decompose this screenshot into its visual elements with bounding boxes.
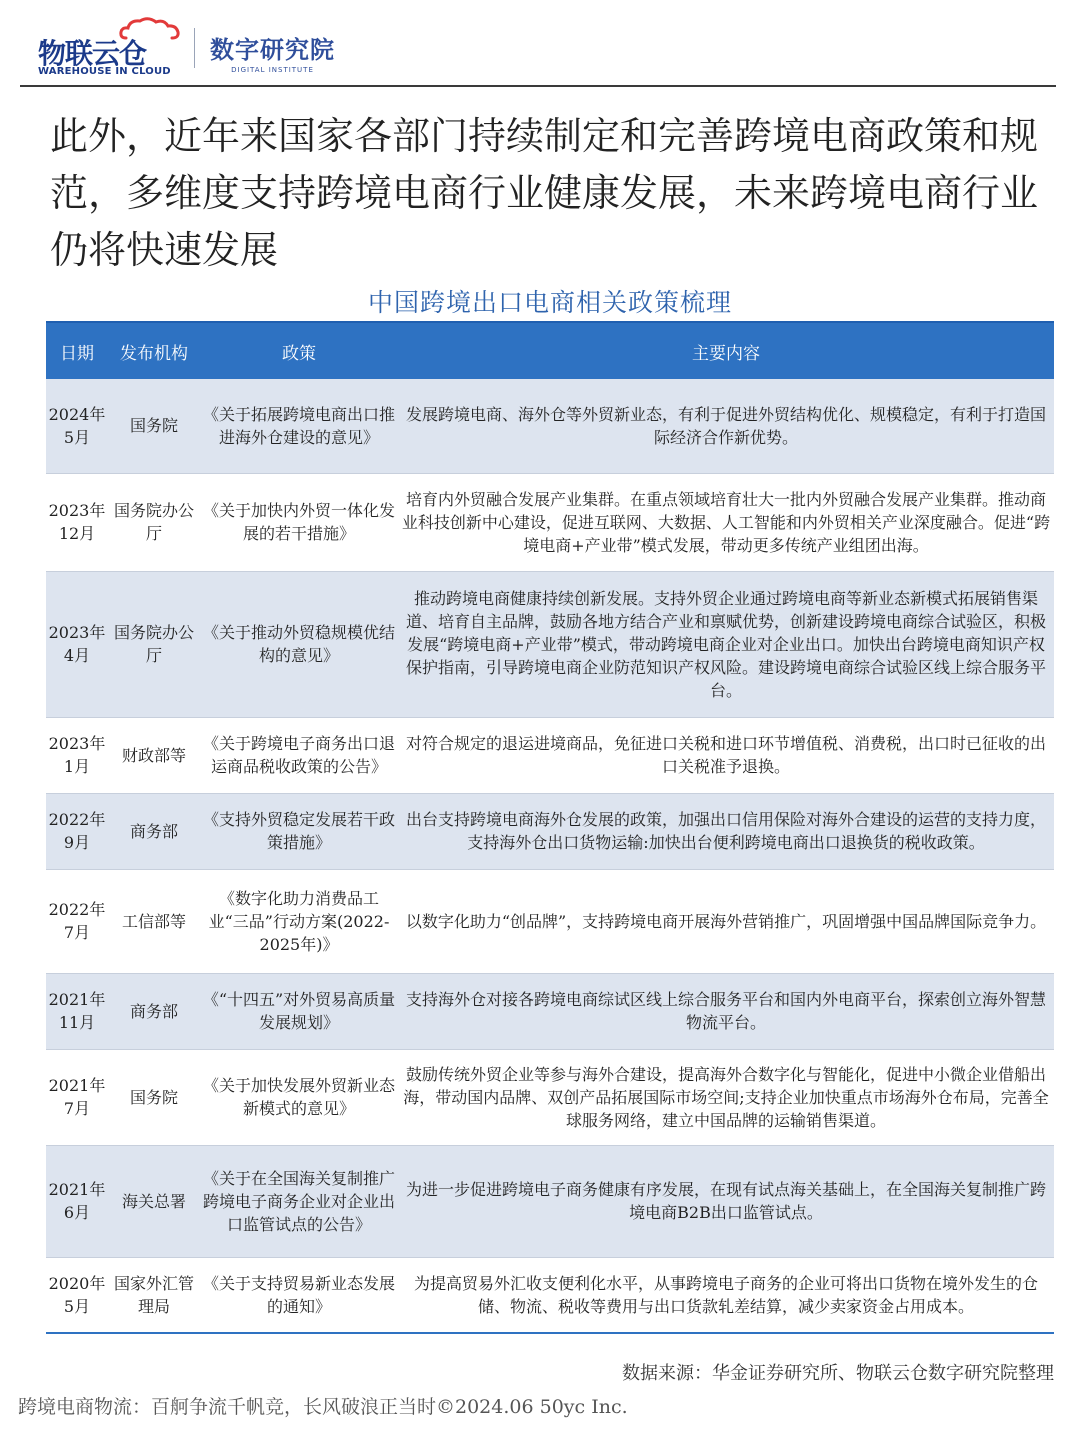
table-row [46, 1145, 1054, 1257]
row-date: 2021年7月 [46, 1049, 108, 1145]
row-date: 2022年7月 [46, 869, 108, 973]
table-row [46, 869, 1054, 973]
row-agency: 国务院 [108, 1049, 200, 1145]
row-content: 培育内外贸融合发展产业集群。在重点领域培育壮大一批内外贸融合发展产业集群。推动商业科技创新中心建设，促进互联网、大数据、人工智能和内外贸相关产业深度融合。促进“跨境电商+产业带”模式发展，带动更多传统产业组团出海。 [398, 473, 1054, 571]
row-agency: 国务院办公厅 [108, 473, 200, 571]
row-content: 出台支持跨境电商海外仓发展的政策，加强出口信用保险对海外合建设的运营的支持力度，支持海外仓出口货物运输:加快出台便利跨境电商出口退换货的税收政策。 [398, 793, 1054, 869]
column-header-date: 日期 [46, 322, 108, 379]
row-agency: 工信部等 [108, 869, 200, 973]
page-headline: 此外，近年来国家各部门持续制定和完善跨境电商政策和规范，多维度支持跨境电商行业健康发展，未来跨境电商行业仍将快速发展 [50, 114, 1039, 272]
row-content: 推动跨境电商健康持续创新发展。支持外贸企业通过跨境电商等新业态新模式拓展销售渠道、培育自主品牌，鼓励各地方结合产业和禀赋优势，创新建设跨境电商综合试验区，积极发展“跨境电商+产业带”模式，带动跨境电商企业对企业出口。加快出台跨境电商知识产权保护指南，引导跨境电商企业防范知识产权风险。建设跨境电商综合试验区线上综合服务平台。 [398, 571, 1054, 717]
row-date: 2022年9月 [46, 793, 108, 869]
row-content: 鼓励传统外贸企业等参与海外合建设，提高海外合数字化与智能化，促进中小微企业借船出海，带动国内品牌、双创产品拓展国际市场空间;支持企业加快重点市场海外仓布局，完善全球服务网络，建立中国品牌的运输销售渠道。 [398, 1049, 1054, 1145]
column-header-content: 主要内容 [398, 322, 1054, 379]
table-title: 中国跨境出口电商相关政策梳理 [367, 288, 732, 317]
policy-table [46, 321, 1054, 1334]
row-date: 2020年5月 [46, 1257, 108, 1333]
row-policy: 《“十四五”对外贸易高质量发展规划》 [200, 973, 398, 1049]
row-content: 支持海外仓对接各跨境电商综试区线上综合服务平台和国内外电商平台，探索创立海外智慧物流平台。 [398, 973, 1054, 1049]
header [0, 0, 1080, 90]
wic-logo[interactable] [38, 22, 188, 82]
row-policy: 《关于跨境电子商务出口退运商品税收政策的公告》 [200, 717, 398, 793]
row-date: 2021年11月 [46, 973, 108, 1049]
institute-subtitle: DIGITAL INSTITUTE [231, 66, 314, 74]
row-policy: 《关于加快发展外贸新业态新模式的意见》 [200, 1049, 398, 1145]
row-policy: 《数字化助力消费品工业“三品”行动方案(2022-2025年)》 [200, 869, 398, 973]
row-policy: 《关于在全国海关复制推广跨境电子商务企业对企业出 口监管试点的公告》 [200, 1145, 398, 1257]
row-policy: 《关于推动外贸稳规模优结构的意见》 [200, 571, 398, 717]
row-agency: 财政部等 [108, 717, 200, 793]
logo-text: 物联云仓 [38, 37, 147, 70]
table-row [46, 379, 1054, 473]
row-agency: 海关总署 [108, 1145, 200, 1257]
row-agency: 国务院办公厅 [108, 571, 200, 717]
header-divider [20, 85, 1056, 87]
row-policy: 《关于拓展跨境电商出口推进海外仓建设的意见》 [200, 379, 398, 473]
logo-subtext: WAREHOUSE IN CLOUD [38, 66, 171, 77]
row-date: 2023年1月 [46, 717, 108, 793]
table-row [46, 973, 1054, 1049]
table-row [46, 793, 1054, 869]
row-content: 为进一步促进跨境电子商务健康有序发展，在现有试点海关基础上，在全国海关复制推广跨境电商B2B出口监管试点。 [398, 1145, 1054, 1257]
table-header-row [46, 322, 1054, 379]
row-content: 以数字化助力“创品牌”，支持跨境电商开展海外营销推广，巩固增强中国品牌国际竞争力。 [398, 869, 1054, 973]
row-date: 2023年4月 [46, 571, 108, 717]
table-row [46, 473, 1054, 571]
row-policy: 《关于支持贸易新业态发展的通知》 [200, 1257, 398, 1333]
column-header-agency: 发布机构 [108, 322, 200, 379]
row-content: 发展跨境电商、海外仓等外贸新业态，有利于促进外贸结构优化、规模稳定，有利于打造国际经济合作新优势。 [398, 379, 1054, 473]
logo-divider [194, 28, 195, 68]
row-date: 2023年12月 [46, 473, 108, 571]
row-content: 对符合规定的退运进境商品，免征进口关税和进口环节增值税、消费税，出口时已征收的出口关税准予退换。 [398, 717, 1054, 793]
table-row [46, 1049, 1054, 1145]
row-date: 2024年5月 [46, 379, 108, 473]
row-date: 2021年6月 [46, 1145, 108, 1257]
table-row [46, 717, 1054, 793]
row-content: 为提高贸易外汇收支便利化水平，从事跨境电子商务的企业可将出口货物在境外发生的仓储、物流、税收等费用与出口货款轧差结算，减少卖家资金占用成本。 [398, 1257, 1054, 1333]
column-header-policy: 政策 [200, 322, 398, 379]
row-agency: 商务部 [108, 973, 200, 1049]
data-source-note: 数据来源：华金证券研究所、物联云仓数字研究院整理 [622, 1363, 1054, 1384]
row-policy: 《支持外贸稳定发展若干政策措施》 [200, 793, 398, 869]
footer-text: 跨境电商物流：百舸争流千帆竞，长风破浪正当时©2024.06 50yc Inc. [18, 1396, 628, 1418]
table-row [46, 1257, 1054, 1333]
institute-name: 数字研究院 [210, 36, 335, 64]
row-agency: 商务部 [108, 793, 200, 869]
row-agency: 国家外汇管理局 [108, 1257, 200, 1333]
table-row [46, 571, 1054, 717]
institute-logo[interactable] [210, 30, 335, 74]
row-policy: 《关于加快内外贸一体化发展的若干措施》 [200, 473, 398, 571]
row-agency: 国务院 [108, 379, 200, 473]
